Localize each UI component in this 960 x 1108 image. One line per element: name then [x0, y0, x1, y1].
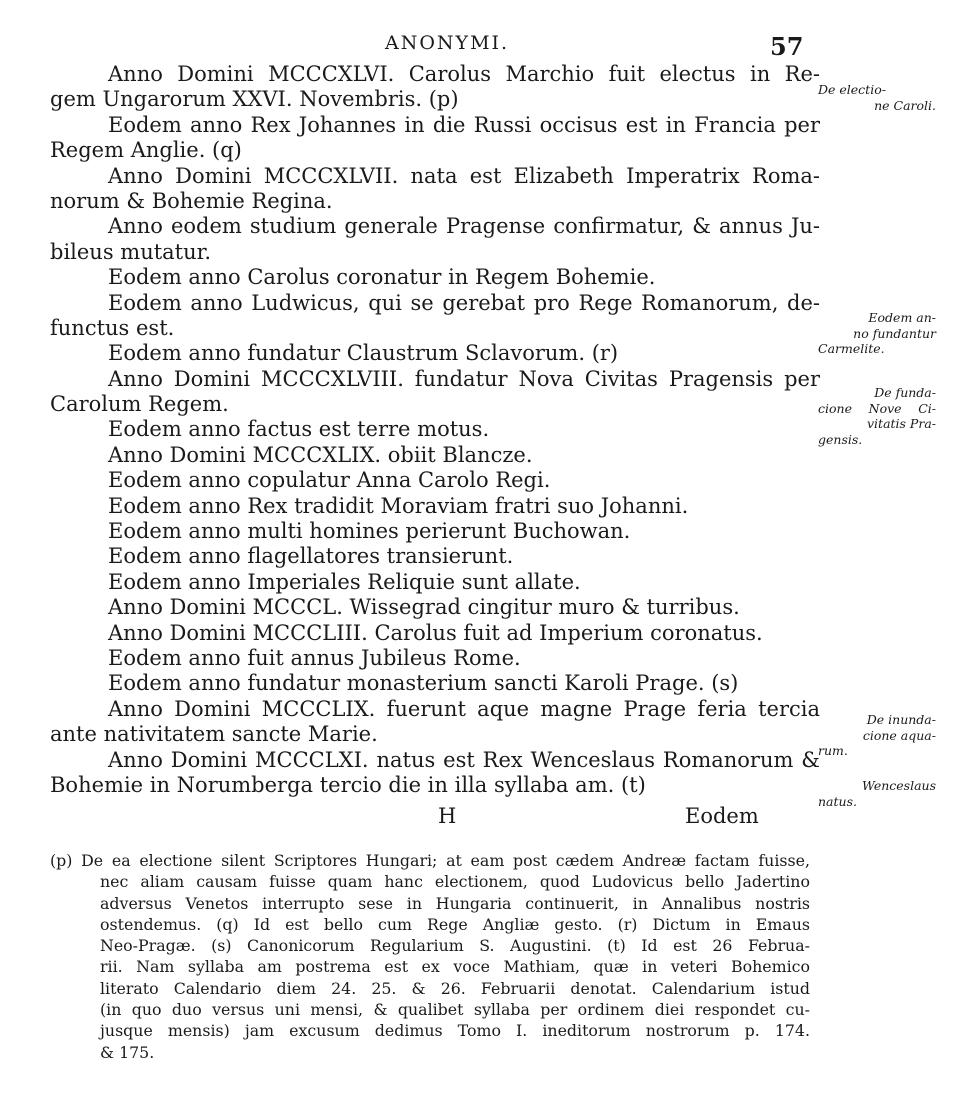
text-line: Carolum Regem. [50, 392, 229, 417]
marginal-note [818, 778, 936, 809]
footnotes [50, 850, 810, 1063]
marginal-note-line: Eodem an- [868, 310, 936, 325]
marginal-note-line: ne Caroli. [874, 97, 936, 113]
text-line: Eodem anno copulatur Anna Carolo Regi. [108, 468, 551, 493]
signature-mark: H [438, 804, 457, 828]
marginal-note [818, 310, 936, 357]
text-line: Bohemie in Norumberga tercio die in illa syllaba am. (t) [50, 772, 646, 797]
footnote-line: adversus Venetos interrupto sese in Hungaria continuerit, in Annalibus nostris [100, 893, 810, 913]
footnote-line: rii. Nam syllaba am postrema est ex voce Mathiam, quæ in veteri Bohemico [100, 957, 810, 977]
marginal-note-line: De electio- [818, 82, 886, 97]
marginal-note-line: gensis. [818, 431, 863, 447]
footnote-line: & 175. [100, 1042, 155, 1062]
footnote-line: ostendemus. (q) Id est bello cum Rege Angliæ gesto. (r) Dictum in Emaus [100, 914, 810, 934]
footnote-line: literato Calendario diem 24. 25. & 26. Februarii denotat. Calendarium istud [100, 978, 810, 998]
text-line: Regem Anglie. (q) [50, 138, 242, 163]
text-line: Eodem anno multi homines perierunt Buchowan. [108, 519, 631, 544]
text-line: Eodem anno Ludwicus, qui se gerebat pro Rege Romanorum, de- [108, 290, 820, 315]
marginal-note-line: De inunda- [866, 712, 936, 727]
footnote-line: Neo-Pragæ. (s) Canonicorum Regularium S. Augustini. (t) Id est 26 Februa- [100, 936, 810, 956]
text-line: Anno Domini MCCCXLVII. nata est Elizabeth Imperatrix Roma- [108, 163, 820, 188]
text-line: Eodem anno factus est terre motus. [108, 417, 490, 442]
text-line: gem Ungarorum XXVI. Novembris. (p) [50, 87, 459, 112]
marginal-note-line: no fundantur [853, 325, 936, 341]
text-line: Eodem anno fundatur Claustrum Sclavorum. (r) [108, 341, 619, 366]
text-line: Eodem anno Rex tradidit Moraviam fratri suo Johanni. [108, 493, 689, 518]
catchword: Eodem [685, 804, 759, 828]
text-line: Eodem anno Rex Johannes in die Russi occisus est in Francia per [108, 112, 820, 137]
text-line: Eodem anno fundatur monasterium sancti Karoli Prage. (s) [108, 671, 739, 696]
text-line: Anno Domini MCCCXLVIII. fundatur Nova Civitas Pragensis per [108, 366, 820, 391]
text-line: bileus mutatur. [50, 239, 212, 264]
page-number: 57 [770, 32, 804, 61]
marginal-note-line: Carmelite. [818, 341, 885, 356]
text-line: Anno Domini MCCCLXI. natus est Rex Wenceslaus Romanorum & [108, 747, 820, 772]
marginal-note-line: cione Nove Ci- [818, 400, 936, 416]
chronicle-text [50, 62, 820, 798]
marginal-note [818, 82, 936, 113]
running-title: ANONYMI. [385, 32, 510, 54]
text-line: Eodem anno Imperiales Reliquie sunt allate. [108, 569, 581, 594]
text-line: Eodem anno flagellatores transierunt. [108, 544, 514, 569]
footnote-line: nec aliam causam fuisse quam hanc electionem, quod Ludovicus bello Jadertino [100, 872, 810, 892]
catch-line [0, 804, 960, 834]
text-line: Anno Domini MCCCXLVI. Carolus Marchio fuit electus in Re- [108, 62, 820, 86]
marginal-note-line: cione aqua- [862, 727, 936, 743]
text-line: Anno Domini MCCCLIX. fuerunt aque magne Prage feria tercia [108, 696, 820, 721]
marginal-note [818, 385, 936, 447]
footnote-line: jusque mensis) jam excusum dedimus Tomo I. ineditorum nostrorum p. 174. [100, 1021, 810, 1041]
marginal-note-line: Wenceslaus [861, 778, 936, 793]
text-line: Anno Domini MCCCL. Wissegrad cingitur muro & turribus. [108, 595, 740, 620]
footnote-line: (in quo duo versus uni mensi, & qualibet syllaba per ordinem diei respondet cu- [100, 1000, 810, 1020]
text-line: Eodem anno Carolus coronatur in Regem Bohemie. [108, 265, 656, 290]
text-line: Anno eodem studium generale Pragense confirmatur, & annus Ju- [108, 214, 820, 239]
marginal-note-line: De funda- [874, 385, 936, 400]
marginal-note-line: vitatis Pra- [866, 416, 936, 431]
text-line: Anno Domini MCCCXLIX. obiit Blancze. [108, 442, 533, 467]
marginal-note [818, 712, 936, 759]
footnote-line: (p) De ea electione silent Scriptores Hungari; at eam post cædem Andreæ factam fuisse, [50, 851, 810, 870]
text-line: ante nativitatem sancte Marie. [50, 722, 378, 747]
text-line: norum & Bohemie Regina. [50, 188, 333, 213]
marginal-note-line: rum. [818, 743, 848, 758]
text-line: Anno Domini MCCCLIII. Carolus fuit ad Imperium coronatus. [108, 620, 763, 645]
text-line: Eodem anno fuit annus Jubileus Rome. [108, 645, 521, 670]
marginal-note-line: natus. [818, 793, 857, 809]
running-head [0, 32, 960, 62]
text-line: functus est. [50, 315, 175, 340]
